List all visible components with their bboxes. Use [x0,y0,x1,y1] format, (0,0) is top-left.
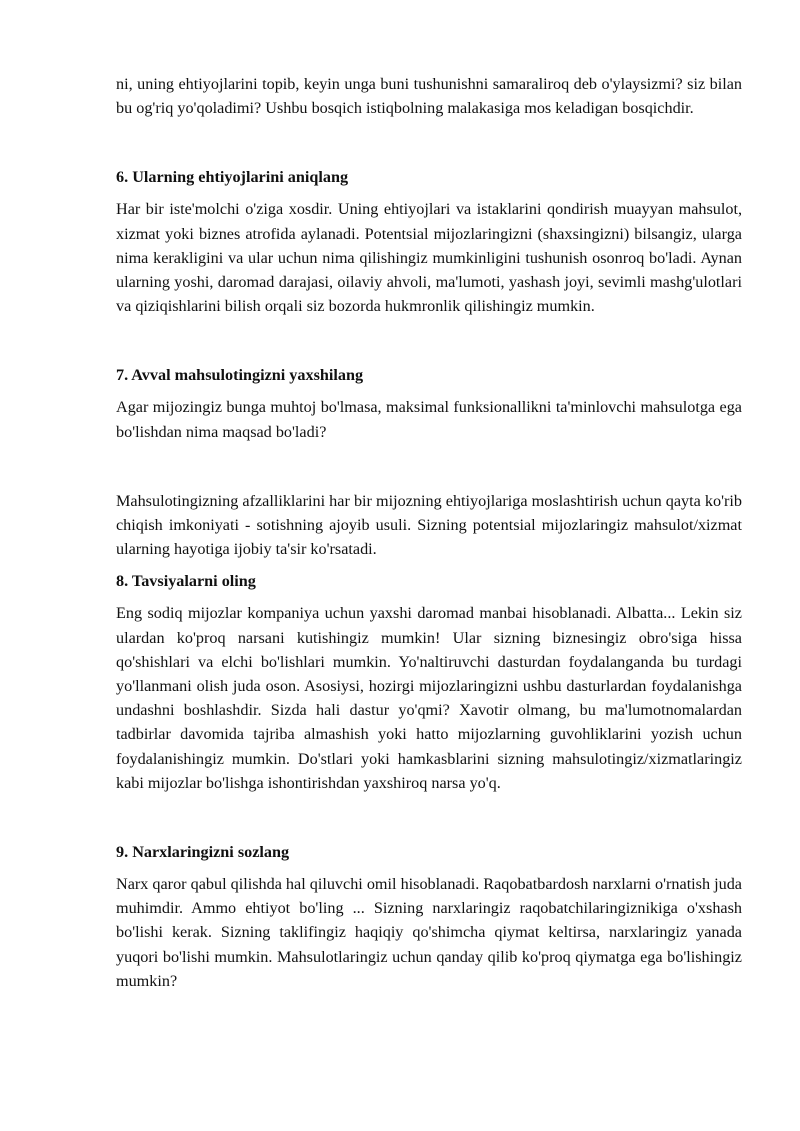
section-7-heading: 7. Avval mahsulotingizni yaxshilang [116,366,364,385]
section-7-paragraph-1: Agar mijozingiz bunga muhtoj bo'lmasa, maksimal funksionallikni ta'minlovchi mahsulotga ega bo'lishdan nima maqsad bo'ladi? [116,398,742,441]
section-9-paragraph: Narx qaror qabul qilishda hal qiluvchi omil hisoblanadi. Raqobatbardosh narxlarni o'rnatish juda muhimdir. Ammo ehtiyot bo'ling ... Sizning narxlaringiz raqobatchilaringiznikiga o'xshash bo'lishi kerak. Sizning taklifingiz haqiqiy qo'shimcha qiymat keltirsa, narxlaringiz yanada yuqori bo'lishi mumkin. Mahsulotlaringiz uchun qanday qilib ko'proq qiymatga ega bo'lishingiz mumkin? [116,875,742,990]
intro-paragraph: ni, uning ehtiyojlarini topib, keyin unga buni tushunishni samaraliroq deb o'ylaysizmi? siz bilan bu og'riq yo'qoladimi? Ushbu bosqich istiqbolning malakasiga mos keladigan bosqichdir. [116,75,742,118]
section-9-heading: 9. Narxlaringizni sozlang [116,843,290,862]
section-8-heading: 8. Tavsiyalarni oling [116,572,256,591]
section-7-paragraph-2: Mahsulotingizning afzalliklarini har bir mijozning ehtiyojlariga moslashtirish uchun qayta ko'rib chiqish imkoniyati - sotishning ajoyib usuli. Sizning potentsial mijozlaringiz mahsulot/xizmat ularning hayotiga ijobiy ta'sir ko'rsatadi. [116,491,742,559]
section-6-paragraph: Har bir iste'molchi o'ziga xosdir. Uning ehtiyojlari va istaklarini qondirish muayyan mahsulot, xizmat yoki biznes atrofida aylanadi. Potentsial mijozlaringizni (shaxsingizni) bilsangiz, ularga nima kerakligini va ular uchun nima qilishingiz mumkinligini tushunish osonroq bo'ladi. Aynan ularning yoshi, daromad darajasi, oilaviy ahvoli, ma'lumoti, yashash joyi, sevimli mashg'ulotlari va qiziqishlarini bilish orqali siz bozorda hukmronlik qilishingiz mumkin. [116,200,742,316]
section-8-paragraph: Eng sodiq mijozlar kompaniya uchun yaxshi daromad manbai hisoblanadi. Albatta... Lekin siz ulardan ko'proq narsani kutishingiz mumkin! Ular sizning biznesingiz obro'siga hissa qo'shishlari va elchi bo'lishlari mumkin. Yo'naltiruvchi dasturdan foydalanganda bu turdagi yo'llanmani olish juda oson. Asosiysi, hozirgi mijozlaringizni ushbu dasturlardan foydalanishga undashni boshlashdir. Sizda hali dastur yo'qmi? Xavotir olmang, bu ma'lumotnomalardan tadbirlar davomida tajriba almashish yoki hatto mijozlarning guvohliklarini yozish uchun foydalanishingiz mumkin. Do'stlari yoki hamkasblarini sizning mahsulotingiz/xizmatlaringiz kabi mijozlar bo'lishga ishontirishdan yaxshiroq narsa yo'q. [116,604,742,792]
section-6-heading: 6. Ularning ehtiyojlarini aniqlang [116,168,349,187]
document-page [116,72,742,993]
